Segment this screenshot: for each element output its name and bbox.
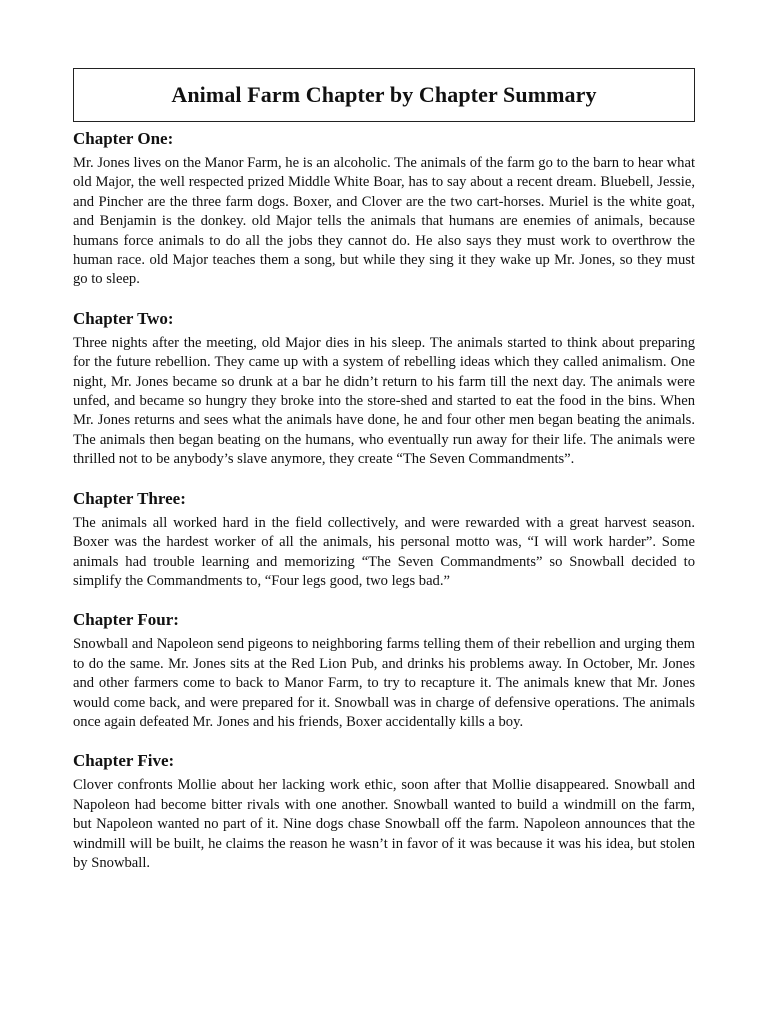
chapter-one-summary: Mr. Jones lives on the Manor Farm, he is an alcoholic. The animals of the farm go to the barn to hear what old Major, the well respected prized Middle White Boar, has to say about a recent dream. Bluebell, Jessie, and Pincher are the three farm dogs. Boxer, and Clover are the two cart-horses. Muriel is the white goat, and Benjamin is the donkey. old Major tells the animals that humans are enemies of animals, because humans force animals to do all the jobs they cannot do. He also says they must work to overthrow the human race. old Major teaches them a song, but while they sing it they wake up Mr. Jones, so they must go to sleep. [73,155,695,288]
chapter-five-heading: Chapter Five: [73,751,175,771]
chapter-two-summary: Three nights after the meeting, old Major dies in his sleep. The animals started to think about preparing for the future rebellion. They came up with a system of rebelling ideas which they called animalism. One night, Mr. Jones became so drunk at a bar he didn’t return to his farm till the next day. The animals were unfed, and became so hungry they broke into the store-shed and started to eat the food in the bins. When Mr. Jones returns and sees what the animals have done, he and four other men began beating the animals. The animals then began beating on the humans, who eventually run away for their life. The animals were thrilled not to be anybody’s slave anymore, they create “The Seven Commandments”. [73,334,695,468]
chapter-five-section [73,750,695,873]
chapter-one-section [73,128,695,290]
chapter-list [73,128,695,891]
chapter-two-section [73,308,695,470]
title-box [73,68,695,122]
chapter-four-section [73,609,695,732]
page-title: Animal Farm Chapter by Chapter Summary [171,82,597,107]
chapter-two-heading: Chapter Two: [73,308,174,328]
chapter-five-summary: Clover confronts Mollie about her lacking work ethic, soon after that Mollie disappeared. Snowball and Napoleon had become bitter rivals with one another. Snowball wanted to build a windmill on the farm, but Napoleon wanted no part of it. Nine dogs chase Snowball off the farm. Napoleon announces that the windmill will be built, he claims the reason he wasn’t in favor of it was because it was his idea, but stolen by Snowball. [73,777,695,871]
chapter-four-heading: Chapter Four: [73,610,179,630]
chapter-three-summary: The animals all worked hard in the field collectively, and were rewarded with a great harvest season. Boxer was the hardest worker of all the animals, his personal motto was, “I will work harder”. Some animals had trouble learning and memorizing “The Seven Commandments” so Snowball decided to simplify the Commandments to, “Four legs good, two legs bad.” [73,514,695,589]
chapter-four-summary: Snowball and Napoleon send pigeons to neighboring farms telling them of their rebellion and urging them to do the same. Mr. Jones sits at the Red Lion Pub, and drinks his problems away. In October, Mr. Jones and other farmers come to back to Manor Farm, to try to recapture it. The animals knew that Mr. Jones would come back, and were prepared for it. Snowball was in charge of defensive operations. The animals once again defeated Mr. Jones and his friends, Boxer accidentally kills a boy. [73,636,695,730]
chapter-three-heading: Chapter Three: [73,488,186,508]
chapter-one-heading: Chapter One: [73,129,174,148]
chapter-three-section [73,488,695,592]
